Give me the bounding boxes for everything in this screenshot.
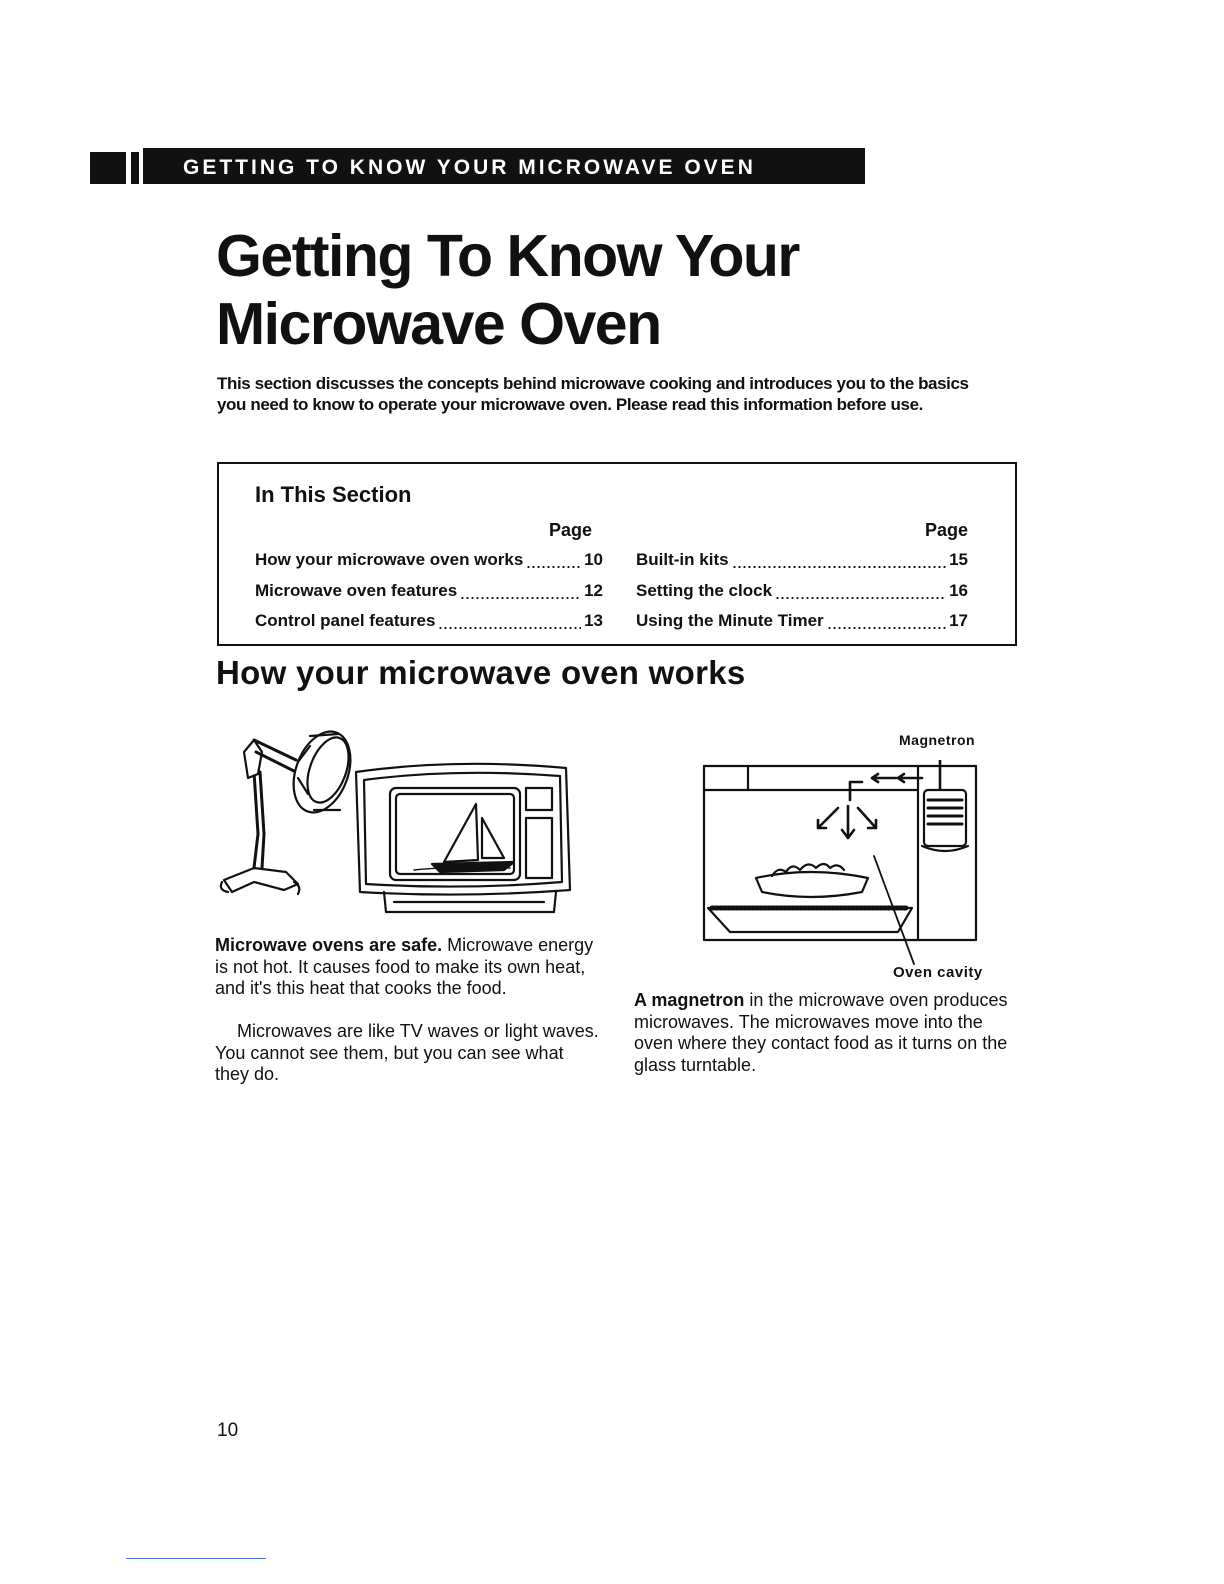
page-column-header-right: Page <box>925 520 969 540</box>
magnetron-paragraph <box>634 990 1019 1076</box>
intro-paragraph: This section discusses the concepts behind microwave cooking and introduces you to the basics you need to know to operate your microwave oven. Please read this information before use. <box>217 374 969 414</box>
toc-item-page: 12 <box>584 581 603 600</box>
magnetron-label: Magnetron <box>899 732 976 748</box>
toc-leader-dots <box>732 548 947 572</box>
toc-leader-dots <box>460 579 581 603</box>
safety-paragraph <box>215 935 600 1000</box>
toc-item-control-panel[interactable] <box>255 609 603 633</box>
in-this-section-heading: In This Section <box>255 482 412 507</box>
toc-item-page: 16 <box>949 581 968 600</box>
toc-item-setting-clock[interactable] <box>636 579 968 603</box>
waves-paragraph: Microwaves are like TV waves or light waves. You cannot see them, but you can see what they do. <box>215 1021 599 1084</box>
magnetron-text: in the microwave oven produces microwaves. The microwaves move into the oven where they contact food as it turns on the glass turntable. <box>634 990 1008 1075</box>
lamp-icon <box>221 724 361 894</box>
toc-item-page: 15 <box>949 550 968 569</box>
toc-item-label: Setting the clock <box>636 581 773 600</box>
toc-leader-dots <box>827 609 946 633</box>
toc-item-page: 10 <box>584 550 603 569</box>
toc-leader-dots <box>438 609 581 633</box>
toc-item-label: How your microwave oven works <box>255 550 524 569</box>
safety-lead: Microwave ovens are safe. <box>215 935 443 955</box>
toc-item-minute-timer[interactable] <box>636 609 968 633</box>
toc-item-built-in-kits[interactable] <box>636 548 968 572</box>
microwave-oven-diagram <box>700 760 980 965</box>
toc-item-label: Built-in kits <box>636 550 729 569</box>
lamp-and-tv-illustration <box>214 722 574 918</box>
tv-icon <box>356 764 570 912</box>
title-line-1: Getting To Know Your <box>216 223 799 289</box>
oven-cavity-label: Oven cavity <box>893 964 983 981</box>
toc-item-page: 17 <box>949 611 968 630</box>
toc-item-label: Microwave oven features <box>255 581 458 600</box>
toc-item-how-it-works[interactable] <box>255 548 603 572</box>
section-banner: GETTING TO KNOW YOUR MICROWAVE OVEN <box>143 148 865 184</box>
title-line-2: Microwave Oven <box>216 291 661 357</box>
magnetron-lead: A magnetron <box>634 990 745 1010</box>
banner-block-thin <box>131 152 139 184</box>
banner-block <box>90 152 126 184</box>
footer-rule <box>126 1558 266 1559</box>
how-it-works-heading: How your microwave oven works <box>216 654 746 691</box>
toc-leader-dots <box>526 548 581 572</box>
page-column-header-left: Page <box>549 520 593 540</box>
toc-item-label: Control panel features <box>255 611 436 630</box>
toc-item-oven-features[interactable] <box>255 579 603 603</box>
page-title <box>216 222 1016 358</box>
toc-item-label: Using the Minute Timer <box>636 611 824 630</box>
safety-text: Microwave energy is not hot. It causes food to make its own heat, and it's this heat that cooks the food. <box>215 935 594 998</box>
page-number: 10 <box>217 1420 239 1441</box>
toc-leader-dots <box>775 579 946 603</box>
toc-item-page: 13 <box>584 611 603 630</box>
in-this-section-box <box>217 462 1017 646</box>
